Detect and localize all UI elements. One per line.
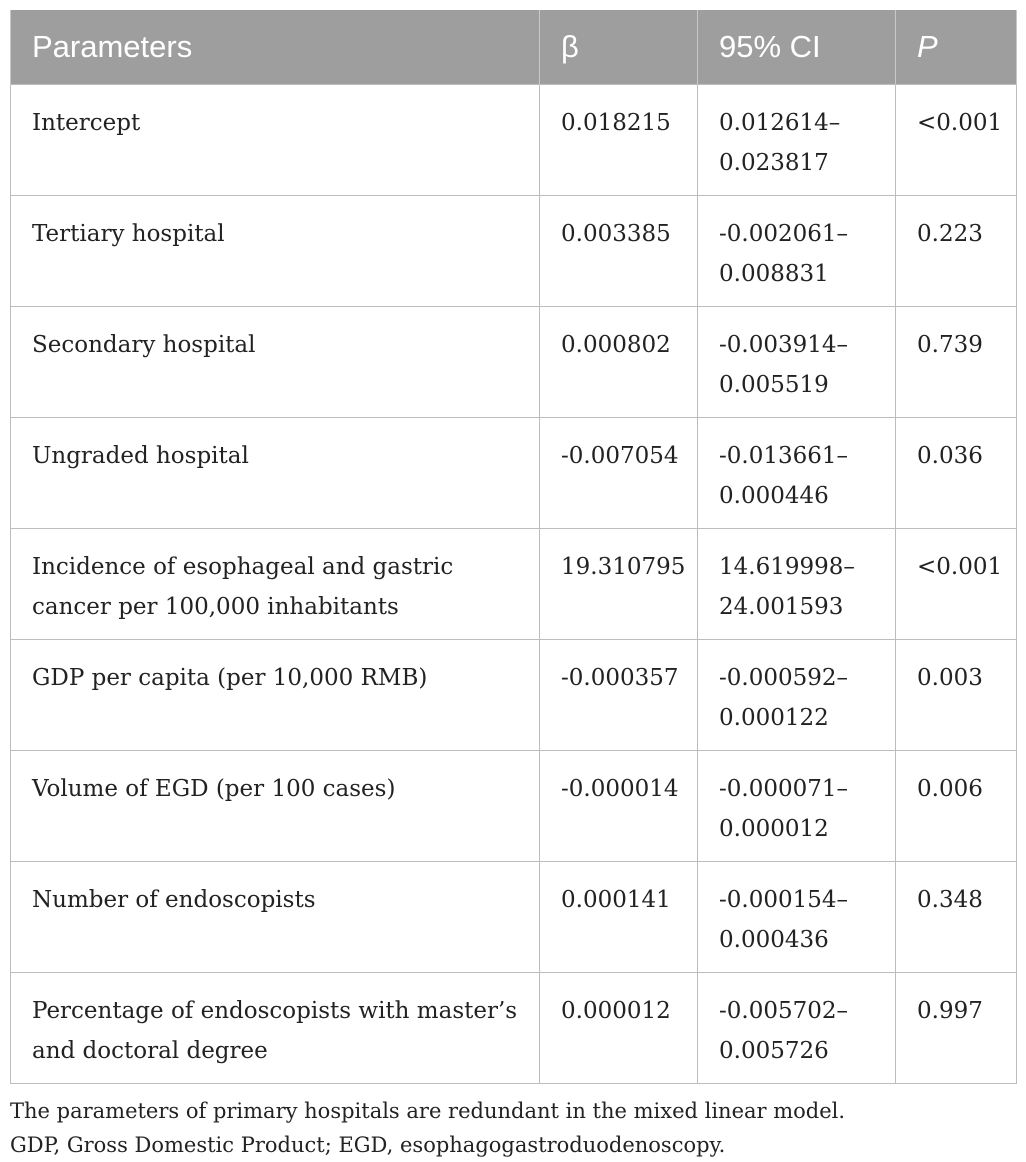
- beta-cell-text: 0.018215: [561, 110, 671, 136]
- parameter-cell: [11, 973, 540, 1084]
- beta-cell: [540, 196, 698, 307]
- p-value-cell: [896, 196, 1017, 307]
- table-row: [11, 973, 1017, 1084]
- ci-cell-text: 0.008831: [719, 261, 829, 287]
- table-row: [11, 640, 1017, 751]
- ci-cell-text: 0.023817: [719, 150, 829, 176]
- p-value-cell-text: 0.006: [917, 776, 983, 802]
- regression-table: [10, 10, 1017, 1084]
- beta-cell: [540, 973, 698, 1084]
- header-p: P: [896, 10, 1017, 85]
- ci-cell-text: 0.012614–: [719, 110, 841, 136]
- ci-cell-text: 0.000446: [719, 483, 829, 509]
- beta-cell: [540, 85, 698, 196]
- table-row: [11, 196, 1017, 307]
- ci-cell-text: -0.000154–: [719, 887, 849, 913]
- parameter-cell: [11, 418, 540, 529]
- ci-cell-text: 0.005726: [719, 1038, 829, 1064]
- table-row: [11, 751, 1017, 862]
- p-value-cell-text: 0.003: [917, 665, 983, 691]
- parameter-cell: [11, 862, 540, 973]
- ci-cell-text: 0.005519: [719, 372, 829, 398]
- beta-cell: [540, 418, 698, 529]
- ci-cell: [698, 862, 896, 973]
- ci-cell: [698, 640, 896, 751]
- ci-cell: [698, 85, 896, 196]
- ci-cell: [698, 529, 896, 640]
- p-value-cell-text: <0.001: [917, 554, 1003, 580]
- beta-cell: [540, 862, 698, 973]
- parameter-cell-text: GDP per capita (per 10,000 RMB): [32, 665, 428, 691]
- p-value-cell: [896, 85, 1017, 196]
- ci-cell-text: -0.002061–: [719, 221, 849, 247]
- beta-cell-text: 0.000012: [561, 998, 671, 1024]
- p-value-cell-text: 0.348: [917, 887, 983, 913]
- p-value-cell: [896, 973, 1017, 1084]
- beta-cell-text: 0.000141: [561, 887, 671, 913]
- ci-cell-text: -0.013661–: [719, 443, 849, 469]
- footnote-primary-hospitals: The parameters of primary hospitals are redundant in the mixed linear model.: [10, 1099, 846, 1123]
- table-row: [11, 307, 1017, 418]
- p-value-cell: [896, 529, 1017, 640]
- p-value-cell-text: 0.223: [917, 221, 983, 247]
- table-row: [11, 529, 1017, 640]
- table-container: [10, 10, 1016, 1162]
- table-row: [11, 862, 1017, 973]
- parameter-cell-text: Incidence of esophageal and gastric cancer per 100,000 inhabitants: [32, 554, 454, 620]
- parameter-cell: [11, 196, 540, 307]
- beta-cell: [540, 640, 698, 751]
- parameter-cell: [11, 640, 540, 751]
- parameter-cell-text: Tertiary hospital: [32, 221, 225, 247]
- beta-cell-text: 19.310795: [561, 554, 686, 580]
- beta-cell-text: -0.007054: [561, 443, 679, 469]
- beta-cell-text: 0.000802: [561, 332, 671, 358]
- p-value-cell: [896, 862, 1017, 973]
- ci-cell-text: -0.000592–: [719, 665, 849, 691]
- ci-cell: [698, 418, 896, 529]
- beta-cell-text: 0.003385: [561, 221, 671, 247]
- p-value-cell: [896, 751, 1017, 862]
- parameter-cell: [11, 85, 540, 196]
- parameter-cell: [11, 307, 540, 418]
- p-value-cell-text: 0.997: [917, 998, 983, 1024]
- ci-cell-text: 0.000012: [719, 816, 829, 842]
- parameter-cell: [11, 751, 540, 862]
- parameter-cell-text: Ungraded hospital: [32, 443, 249, 469]
- p-value-cell: [896, 418, 1017, 529]
- p-value-cell-text: 0.036: [917, 443, 983, 469]
- ci-cell-text: 24.001593: [719, 594, 844, 620]
- ci-cell-text: 0.000122: [719, 705, 829, 731]
- parameter-cell-text: Secondary hospital: [32, 332, 256, 358]
- beta-cell: [540, 751, 698, 862]
- table-row: [11, 85, 1017, 196]
- p-value-cell-text: 0.739: [917, 332, 983, 358]
- ci-cell-text: 14.619998–: [719, 554, 855, 580]
- parameter-cell-text: Volume of EGD (per 100 cases): [32, 776, 396, 802]
- ci-cell-text: -0.000071–: [719, 776, 849, 802]
- parameter-cell-text: Percentage of endoscopists with master’s and doctoral degree: [32, 998, 518, 1064]
- parameter-cell-text: Intercept: [32, 110, 141, 136]
- parameter-cell: [11, 529, 540, 640]
- ci-cell: [698, 973, 896, 1084]
- p-value-cell-text: <0.001: [917, 110, 1003, 136]
- ci-cell: [698, 196, 896, 307]
- ci-cell: [698, 751, 896, 862]
- beta-cell: [540, 307, 698, 418]
- beta-cell: [540, 529, 698, 640]
- p-value-cell: [896, 307, 1017, 418]
- header-ci: 95% CI: [698, 10, 896, 85]
- header-parameters: Parameters: [11, 10, 540, 85]
- ci-cell-text: 0.000436: [719, 927, 829, 953]
- beta-cell-text: -0.000014: [561, 776, 679, 802]
- ci-cell-text: -0.003914–: [719, 332, 849, 358]
- table-footnotes: [10, 1084, 1016, 1162]
- header-row: [11, 10, 1017, 85]
- footnote-abbreviations: GDP, Gross Domestic Product; EGD, esophagogastroduodenoscopy.: [10, 1133, 726, 1157]
- parameter-cell-text: Number of endoscopists: [32, 887, 316, 913]
- header-beta: β: [540, 10, 698, 85]
- ci-cell: [698, 307, 896, 418]
- table-row: [11, 418, 1017, 529]
- ci-cell-text: -0.005702–: [719, 998, 849, 1024]
- beta-cell-text: -0.000357: [561, 665, 679, 691]
- p-value-cell: [896, 640, 1017, 751]
